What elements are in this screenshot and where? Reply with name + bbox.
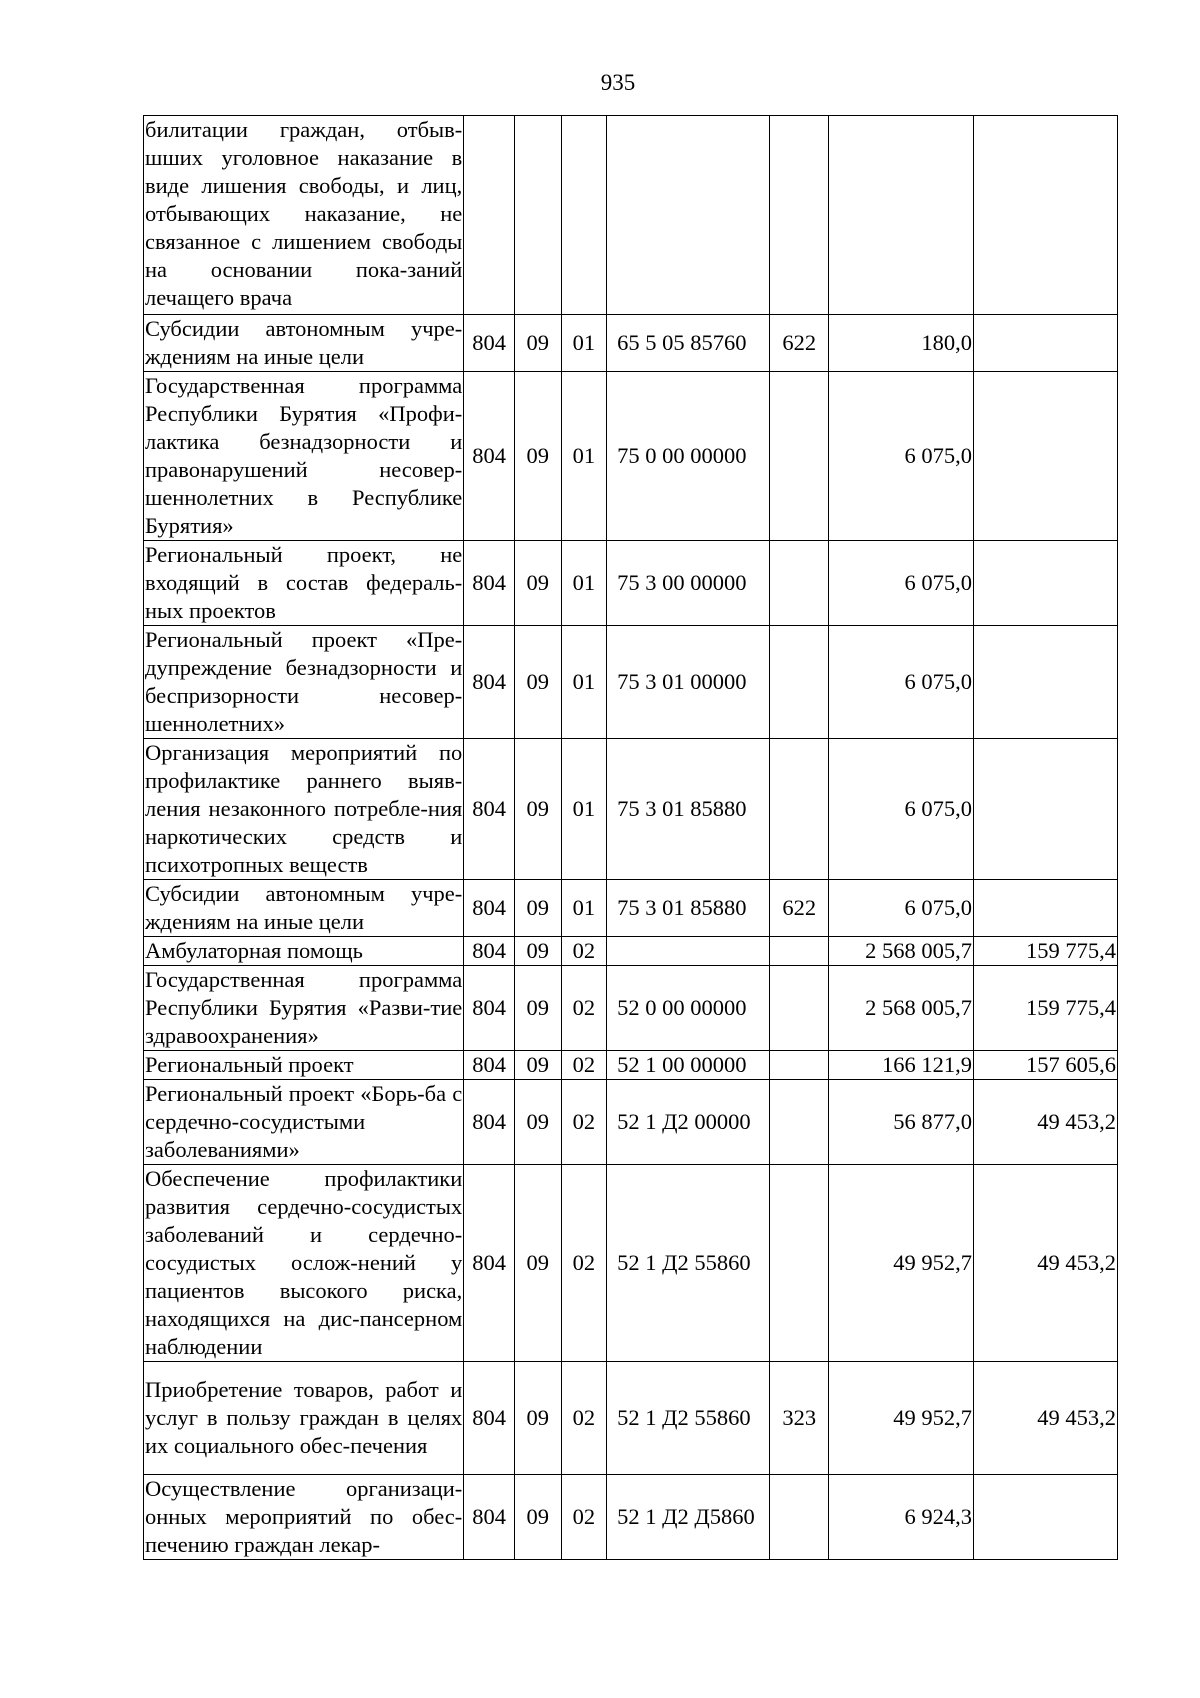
row-name: Субсидии автономным учре-ждениям на иные цели [144, 315, 464, 372]
amount-federal [974, 626, 1118, 739]
section-code: 09 [514, 937, 561, 966]
ved-code: 804 [464, 1362, 515, 1475]
amount-federal [974, 372, 1118, 541]
target-article-code [607, 937, 770, 966]
subsection-code [561, 116, 607, 315]
table-row [144, 739, 1118, 880]
target-article-code: 75 3 01 85880 [607, 880, 770, 937]
expense-type-code [770, 1051, 829, 1080]
expense-type-code [770, 372, 829, 541]
row-name: Региональный проект, не входящий в состав федераль-ных проектов [144, 541, 464, 626]
target-article-code: 52 1 00 00000 [607, 1051, 770, 1080]
target-article-code [607, 116, 770, 315]
row-name: Организация мероприятий по профилактике раннего выяв-ления незаконного потребле-ния наркотических средств и психотропных веществ [144, 739, 464, 880]
budget-table [143, 115, 1118, 1560]
target-article-code: 52 1 Д2 Д5860 [607, 1475, 770, 1560]
section-code: 09 [514, 1165, 561, 1362]
ved-code: 804 [464, 880, 515, 937]
row-name: Амбулаторная помощь [144, 937, 464, 966]
expense-type-code [770, 541, 829, 626]
target-article-code: 75 0 00 00000 [607, 372, 770, 541]
amount-total: 56 877,0 [829, 1080, 974, 1165]
row-name: Государственная программа Республики Бурятия «Разви-тие здравоохранения» [144, 966, 464, 1051]
row-name: Региональный проект «Борь-ба с сердечно-сосудистыми заболеваниями» [144, 1080, 464, 1165]
target-article-code: 52 1 Д2 55860 [607, 1362, 770, 1475]
amount-total: 2 568 005,7 [829, 937, 974, 966]
target-article-code: 52 1 Д2 00000 [607, 1080, 770, 1165]
target-article-code: 52 0 00 00000 [607, 966, 770, 1051]
ved-code: 804 [464, 315, 515, 372]
amount-total: 49 952,7 [829, 1165, 974, 1362]
section-code: 09 [514, 372, 561, 541]
amount-federal: 159 775,4 [974, 966, 1118, 1051]
subsection-code: 01 [561, 372, 607, 541]
table-row [144, 541, 1118, 626]
expense-type-code [770, 116, 829, 315]
amount-total: 180,0 [829, 315, 974, 372]
amount-total: 6 075,0 [829, 372, 974, 541]
amount-total: 6 075,0 [829, 626, 974, 739]
expense-type-code: 622 [770, 315, 829, 372]
table-row [144, 1165, 1118, 1362]
section-code: 09 [514, 315, 561, 372]
amount-total: 6 075,0 [829, 541, 974, 626]
amount-federal [974, 739, 1118, 880]
expense-type-code: 323 [770, 1362, 829, 1475]
amount-total [829, 116, 974, 315]
target-article-code: 65 5 05 85760 [607, 315, 770, 372]
table-body [144, 116, 1118, 1560]
ved-code: 804 [464, 541, 515, 626]
expense-type-code: 622 [770, 880, 829, 937]
section-code: 09 [514, 1051, 561, 1080]
row-name: Осуществление организаци-онных мероприятий по обес-печению граждан лекар- [144, 1475, 464, 1560]
amount-federal [974, 1475, 1118, 1560]
amount-federal: 49 453,2 [974, 1362, 1118, 1475]
amount-federal: 157 605,6 [974, 1051, 1118, 1080]
table-row [144, 1051, 1118, 1080]
amount-total: 49 952,7 [829, 1362, 974, 1475]
section-code: 09 [514, 880, 561, 937]
amount-total: 166 121,9 [829, 1051, 974, 1080]
ved-code: 804 [464, 1080, 515, 1165]
section-code: 09 [514, 541, 561, 626]
subsection-code: 02 [561, 1051, 607, 1080]
target-article-code: 75 3 00 00000 [607, 541, 770, 626]
ved-code: 804 [464, 937, 515, 966]
table-row [144, 1362, 1118, 1475]
page-number: 935 [600, 70, 636, 95]
subsection-code: 02 [561, 937, 607, 966]
section-code: 09 [514, 1080, 561, 1165]
amount-total: 6 075,0 [829, 739, 974, 880]
table-row [144, 966, 1118, 1051]
section-code: 09 [514, 739, 561, 880]
amount-federal [974, 315, 1118, 372]
ved-code: 804 [464, 372, 515, 541]
expense-type-code [770, 1475, 829, 1560]
amount-federal [974, 880, 1118, 937]
target-article-code: 52 1 Д2 55860 [607, 1165, 770, 1362]
amount-total: 6 075,0 [829, 880, 974, 937]
table-row [144, 1475, 1118, 1560]
row-name: Региональный проект «Пре-дупреждение безнадзорности и беспризорности несовер-шеннолетних» [144, 626, 464, 739]
amount-federal: 49 453,2 [974, 1080, 1118, 1165]
ved-code: 804 [464, 966, 515, 1051]
expense-type-code [770, 1080, 829, 1165]
table-row [144, 1080, 1118, 1165]
amount-federal: 49 453,2 [974, 1165, 1118, 1362]
section-code [514, 116, 561, 315]
table-row [144, 937, 1118, 966]
table-row [144, 880, 1118, 937]
subsection-code: 02 [561, 1362, 607, 1475]
target-article-code: 75 3 01 85880 [607, 739, 770, 880]
ved-code: 804 [464, 1165, 515, 1362]
section-code: 09 [514, 1475, 561, 1560]
section-code: 09 [514, 966, 561, 1051]
subsection-code: 02 [561, 1475, 607, 1560]
expense-type-code [770, 966, 829, 1051]
subsection-code: 01 [561, 626, 607, 739]
subsection-code: 01 [561, 739, 607, 880]
expense-type-code [770, 739, 829, 880]
subsection-code: 01 [561, 541, 607, 626]
subsection-code: 01 [561, 880, 607, 937]
row-name: Региональный проект [144, 1051, 464, 1080]
row-name: билитации граждан, отбыв-шших уголовное наказание в виде лишения свободы, и лиц, отбывающих наказание, не связанное с лишением свободы на основании пока-заний лечащего врача [144, 116, 464, 315]
ved-code: 804 [464, 1051, 515, 1080]
section-code: 09 [514, 626, 561, 739]
amount-total: 6 924,3 [829, 1475, 974, 1560]
row-name: Обеспечение профилактики развития сердечно-сосудистых заболеваний и сердечно-сосудистых ослож-нений у пациентов высокого риска, находящихся на дис-пансерном наблюдении [144, 1165, 464, 1362]
row-name: Государственная программа Республики Бурятия «Профи-лактика безнадзорности и правонарушений несовер-шеннолетних в Республике Бурятия» [144, 372, 464, 541]
amount-federal [974, 541, 1118, 626]
ved-code: 804 [464, 739, 515, 880]
expense-type-code [770, 1165, 829, 1362]
amount-federal [974, 116, 1118, 315]
amount-total: 2 568 005,7 [829, 966, 974, 1051]
table-row [144, 116, 1118, 315]
subsection-code: 02 [561, 1080, 607, 1165]
row-name: Приобретение товаров, работ и услуг в пользу граждан в целях их социального обес-печения [144, 1362, 464, 1475]
expense-type-code [770, 937, 829, 966]
section-code: 09 [514, 1362, 561, 1475]
expense-type-code [770, 626, 829, 739]
subsection-code: 01 [561, 315, 607, 372]
target-article-code: 75 3 01 00000 [607, 626, 770, 739]
ved-code: 804 [464, 626, 515, 739]
ved-code [464, 116, 515, 315]
table-row [144, 626, 1118, 739]
row-name: Субсидии автономным учре-ждениям на иные цели [144, 880, 464, 937]
ved-code: 804 [464, 1475, 515, 1560]
subsection-code: 02 [561, 1165, 607, 1362]
subsection-code: 02 [561, 966, 607, 1051]
table-row [144, 372, 1118, 541]
amount-federal: 159 775,4 [974, 937, 1118, 966]
table-row [144, 315, 1118, 372]
